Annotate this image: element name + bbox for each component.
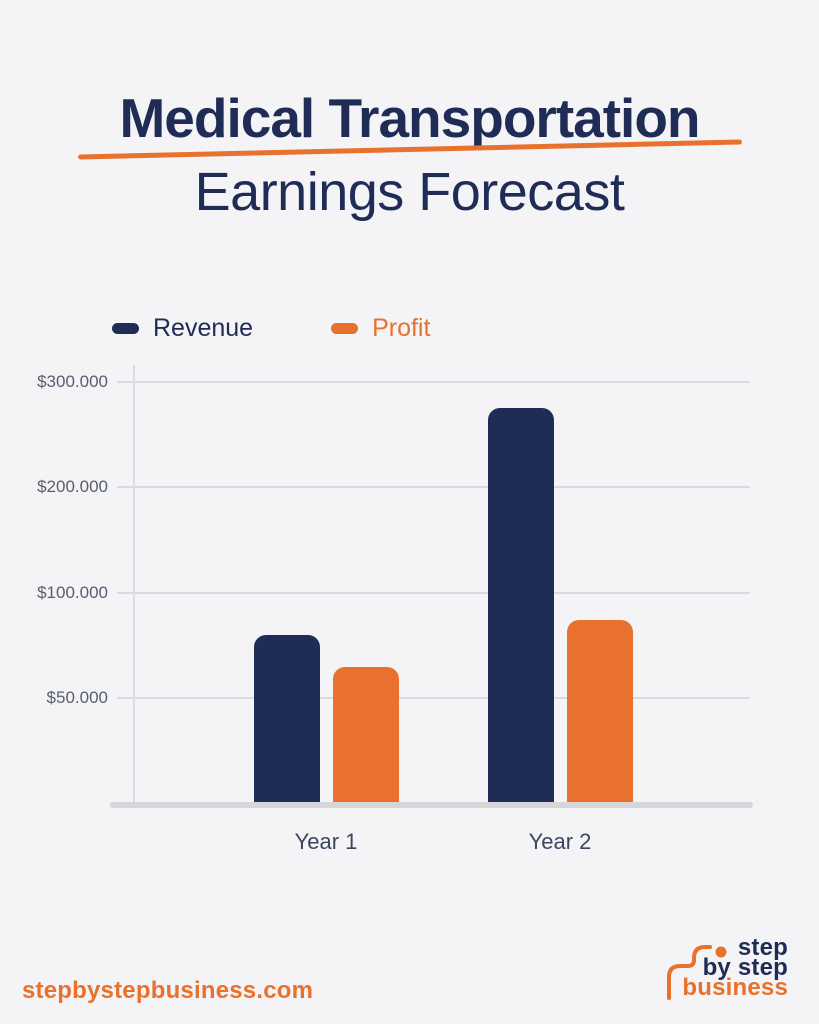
y-tick-label: $50.000 bbox=[46, 688, 108, 707]
legend bbox=[112, 314, 430, 343]
page-title: Medical Transportation bbox=[119, 87, 700, 149]
y-axis-line bbox=[133, 365, 135, 802]
bar-year2-revenue bbox=[488, 408, 554, 802]
page-subtitle: Earnings Forecast bbox=[194, 162, 625, 222]
bar-year1-profit bbox=[333, 667, 399, 803]
logo-text-bystep: by step bbox=[702, 954, 788, 981]
legend-label-revenue: Revenue bbox=[153, 314, 254, 342]
gridline bbox=[117, 381, 750, 383]
revenue-swatch-icon bbox=[112, 323, 139, 334]
x-axis-label: Year 2 bbox=[528, 829, 592, 854]
gridline bbox=[117, 697, 750, 699]
gridline bbox=[117, 486, 750, 488]
logo-text-business: business bbox=[682, 974, 788, 1001]
x-axis-label: Year 1 bbox=[294, 829, 358, 854]
step-by-step-business-logo bbox=[660, 934, 788, 1006]
y-tick-label: $300.000 bbox=[37, 372, 108, 391]
x-axis-line bbox=[110, 802, 753, 808]
profit-swatch-icon bbox=[331, 323, 358, 334]
bar-year2-profit bbox=[567, 620, 633, 802]
legend-item-profit bbox=[331, 314, 430, 343]
legend-item-revenue bbox=[112, 314, 253, 343]
y-tick-label: $200.000 bbox=[37, 477, 108, 496]
y-tick-label: $100.000 bbox=[37, 583, 108, 602]
website-text: stepbystepbusiness.com bbox=[22, 977, 314, 1004]
bar-year1-revenue bbox=[254, 635, 320, 802]
legend-label-profit: Profit bbox=[372, 314, 431, 342]
gridline bbox=[117, 592, 750, 594]
logo-text-step: step bbox=[737, 934, 788, 961]
